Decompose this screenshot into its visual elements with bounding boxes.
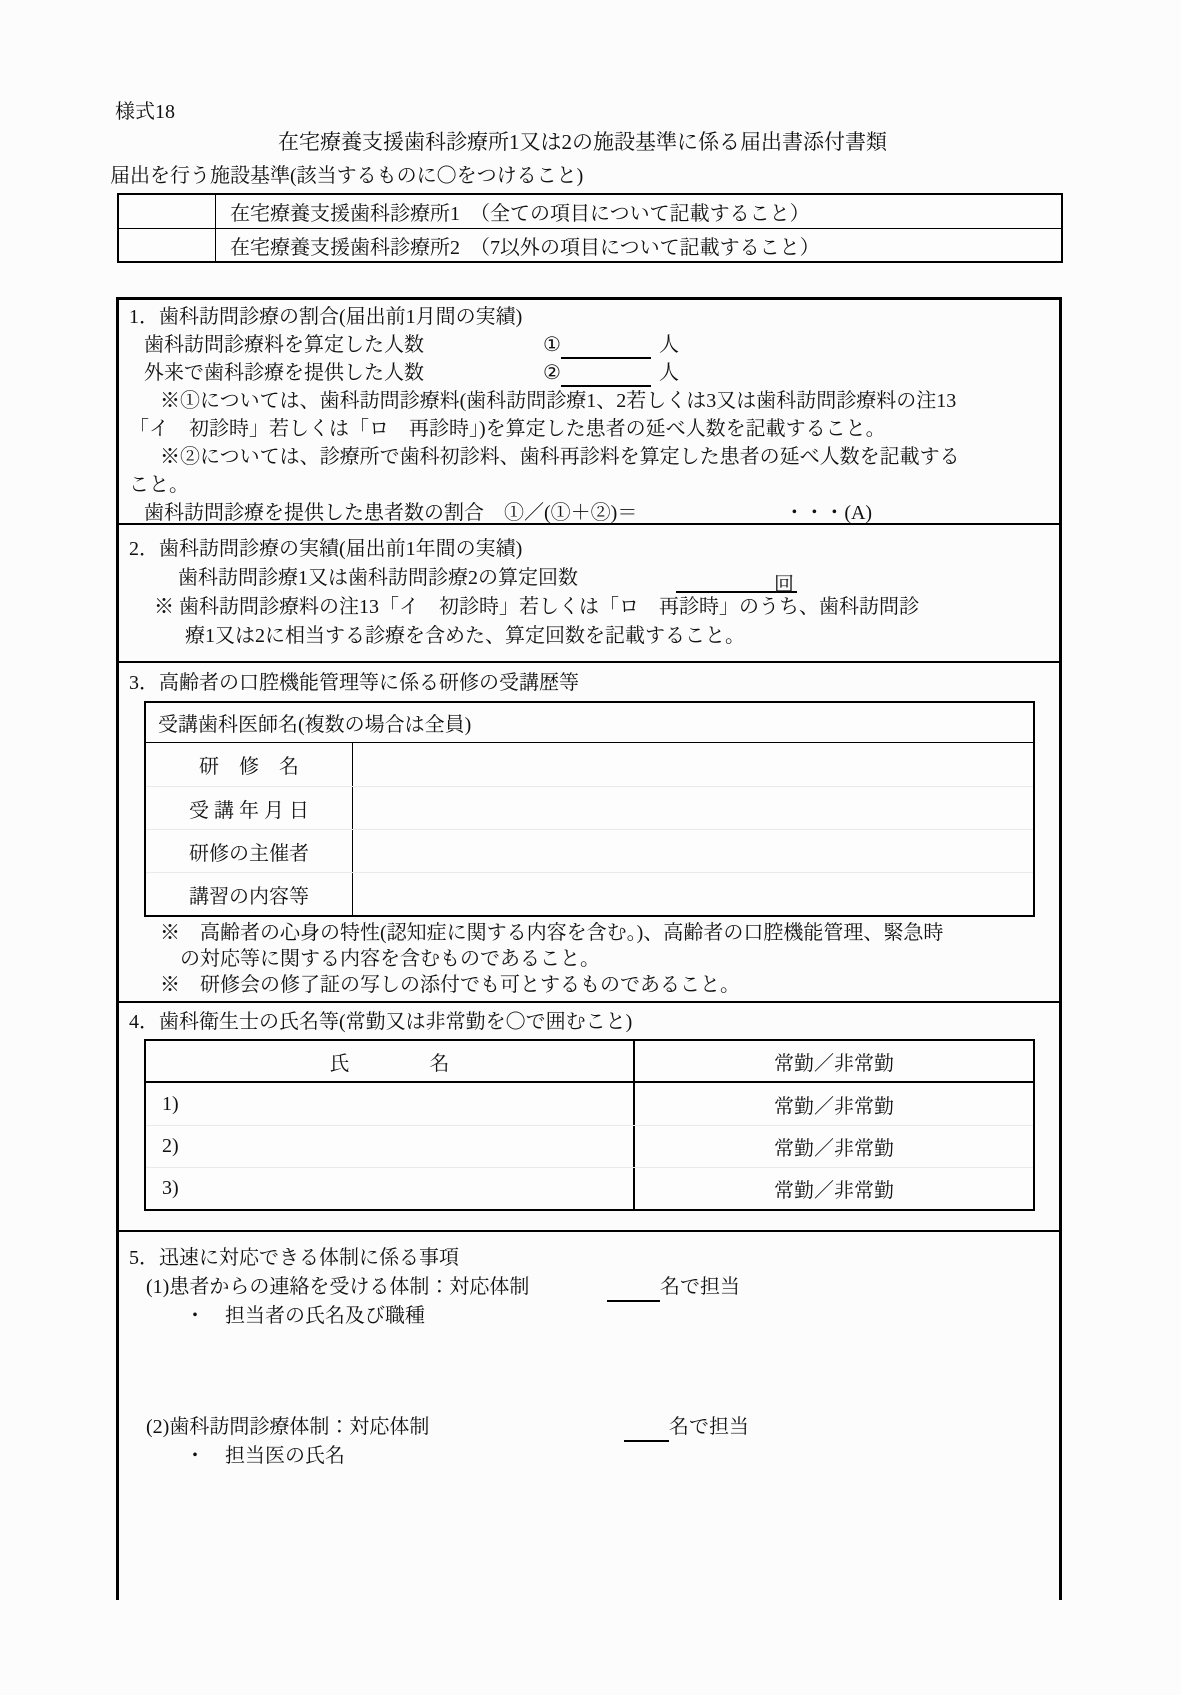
training-row-date: [146, 786, 1033, 829]
criteria-circle-cell-2: [119, 229, 216, 261]
section-5-heading: 5．迅速に対応できる体制に係る事項: [129, 1247, 459, 1269]
section-3-note-2: ※ 研修会の修了証の写しの添付でも可とするものであること。: [160, 974, 740, 996]
visit-system-label: (2)歯科訪問診療体制：対応体制: [146, 1416, 430, 1438]
hygienist-status-header: 常勤／非常勤: [774, 1052, 894, 1075]
section-1-note-2-line-1: ※②については、診療所で歯科初診料、歯科再診料を算定した患者の延べ人数を記載する: [160, 446, 960, 468]
criteria-label-2: 在宅療養支援歯科診療所2 （7以外の項目について記載すること）: [230, 236, 820, 259]
visit-count-label: 歯科訪問診療1又は歯科訪問診療2の算定回数: [178, 567, 578, 589]
ratio-suffix: ・・・(A): [784, 502, 873, 524]
section-3-training-history: [119, 663, 1059, 1003]
outpatients-line: [129, 359, 1053, 387]
document-subtitle: 届出を行う施設基準(該当するものに〇をつけること): [110, 165, 584, 187]
visit-patients-unit: 人: [658, 334, 679, 356]
section-5-rapid-response: [119, 1232, 1059, 1592]
hygienist-table-header: [146, 1041, 1033, 1083]
training-date-label: 受 講 年 月 日: [146, 787, 353, 829]
hygienist-row-2: [146, 1125, 1033, 1167]
hygienist-row-3: [146, 1167, 1033, 1209]
training-row-organizer: [146, 829, 1033, 872]
visit-patients-label: 歯科訪問診療料を算定した人数: [144, 334, 424, 356]
section-2-note-line-2: 療1又は2に相当する診療を含めた、算定回数を記載すること。: [185, 625, 745, 647]
training-name-value-cell: [353, 743, 1033, 786]
ratio-line: [129, 499, 1053, 525]
ratio-field: [637, 505, 772, 525]
training-table: [144, 701, 1035, 917]
section-3-note-1-line-2: の対応等に関する内容を含むものであること。: [180, 948, 600, 970]
training-row-content: [146, 872, 1033, 915]
ratio-label: 歯科訪問診療を提供した患者数の割合 ①／(①＋②)＝: [144, 502, 638, 524]
contact-system-suffix: 名で担当: [660, 1276, 740, 1298]
document-title: 在宅療養支援歯科診療所1又は2の施設基準に係る届出書添付書類: [278, 130, 887, 154]
hygienist-row-1: [146, 1083, 1033, 1125]
visit-count-field: [676, 571, 771, 593]
hygienist-name-cell-1: 1): [146, 1083, 635, 1125]
section-4-heading: 4．歯科衛生士の氏名等(常勤又は非常勤を〇で囲むこと): [129, 1011, 633, 1033]
section-1-note-2-line-2: こと。: [129, 474, 189, 496]
criteria-label-1: 在宅療養支援歯科診療所1 （全ての項目について記載すること）: [230, 203, 810, 225]
visit-count-line: [129, 564, 1053, 596]
visit-staff-count-field: [624, 1420, 669, 1442]
hygienist-status-cell-2: 常勤／非常勤: [774, 1138, 894, 1160]
hygienist-status-cell-1: 常勤／非常勤: [774, 1095, 894, 1118]
section-2-heading: 2．歯科訪問診療の実績(届出前1年間の実績): [129, 538, 523, 560]
training-organizer-value-cell: [353, 830, 1033, 872]
section-1-visit-ratio: [119, 300, 1059, 525]
training-doctor-header: 受講歯科医師名(複数の場合は全員): [146, 703, 1033, 743]
contact-staff-sub-label: ・ 担当者の氏名及び職種: [185, 1305, 425, 1327]
criteria-row-2: [119, 228, 1061, 261]
training-content-label: 講習の内容等: [146, 873, 353, 915]
hygienist-name-cell-2: 2): [146, 1126, 635, 1167]
visit-patients-line: [129, 331, 1053, 359]
contact-staff-count-field: [607, 1280, 660, 1302]
training-organizer-label: 研修の主催者: [146, 830, 353, 872]
section-3-heading: 3．高齢者の口腔機能管理等に係る研修の受講歴等: [129, 672, 579, 694]
outpatients-unit: 人: [658, 362, 679, 384]
training-row-name: [146, 743, 1033, 786]
hygienist-table: [144, 1039, 1035, 1211]
outpatients-field: [561, 365, 651, 387]
circled-2-mark: ②: [543, 362, 561, 384]
hygienist-status-cell-3: 常勤／非常勤: [774, 1180, 894, 1202]
form-number: 様式18: [115, 101, 175, 123]
visit-system-line: [129, 1413, 1053, 1442]
section-1-note-1-line-2: 「イ 初診時」若しくは「ロ 再診時」)を算定した患者の延べ人数を記載すること。: [129, 418, 886, 440]
contact-system-label: (1)患者からの連絡を受ける体制：対応体制: [146, 1276, 530, 1298]
section-1-heading: 1．歯科訪問診療の割合(届出前1月間の実績): [129, 306, 523, 328]
training-date-value-cell: [353, 787, 1033, 829]
criteria-row-1: [119, 195, 1061, 228]
section-3-notes: [129, 920, 1053, 998]
main-form-box: [116, 297, 1062, 1600]
training-name-label: 研 修 名: [146, 743, 353, 786]
section-2-visit-results: [119, 525, 1059, 663]
section-1-note-1-line-1: ※①については、歯科訪問診療料(歯科訪問診療1、2若しくは3又は歯科訪問診療料の注13: [160, 390, 957, 412]
circled-1-mark: ①: [543, 334, 561, 356]
training-content-value-cell: [353, 873, 1033, 915]
visit-system-suffix: 名で担当: [669, 1416, 749, 1438]
hygienist-name-header: 氏 名: [146, 1041, 635, 1081]
criteria-circle-cell-1: [119, 195, 216, 228]
section-4-hygienists: [119, 1003, 1059, 1232]
outpatients-label: 外来で歯科診療を提供した人数: [144, 362, 424, 384]
section-2-note-line-1: ※ 歯科訪問診療料の注13「イ 初診時」若しくは「ロ 再診時」のうち、歯科訪問診: [154, 596, 919, 618]
visit-patients-field: [561, 337, 651, 359]
hygienist-name-cell-3: 3): [146, 1168, 635, 1209]
section-3-note-1-line-1: ※ 高齢者の心身の特性(認知症に関する内容を含む。)、高齢者の口腔機能管理、緊急時: [160, 922, 944, 944]
contact-system-line: [129, 1273, 1053, 1302]
visit-count-unit: 回: [771, 571, 797, 593]
criteria-table: [117, 193, 1063, 263]
visit-doctor-sub-label: ・ 担当医の氏名: [185, 1445, 345, 1467]
